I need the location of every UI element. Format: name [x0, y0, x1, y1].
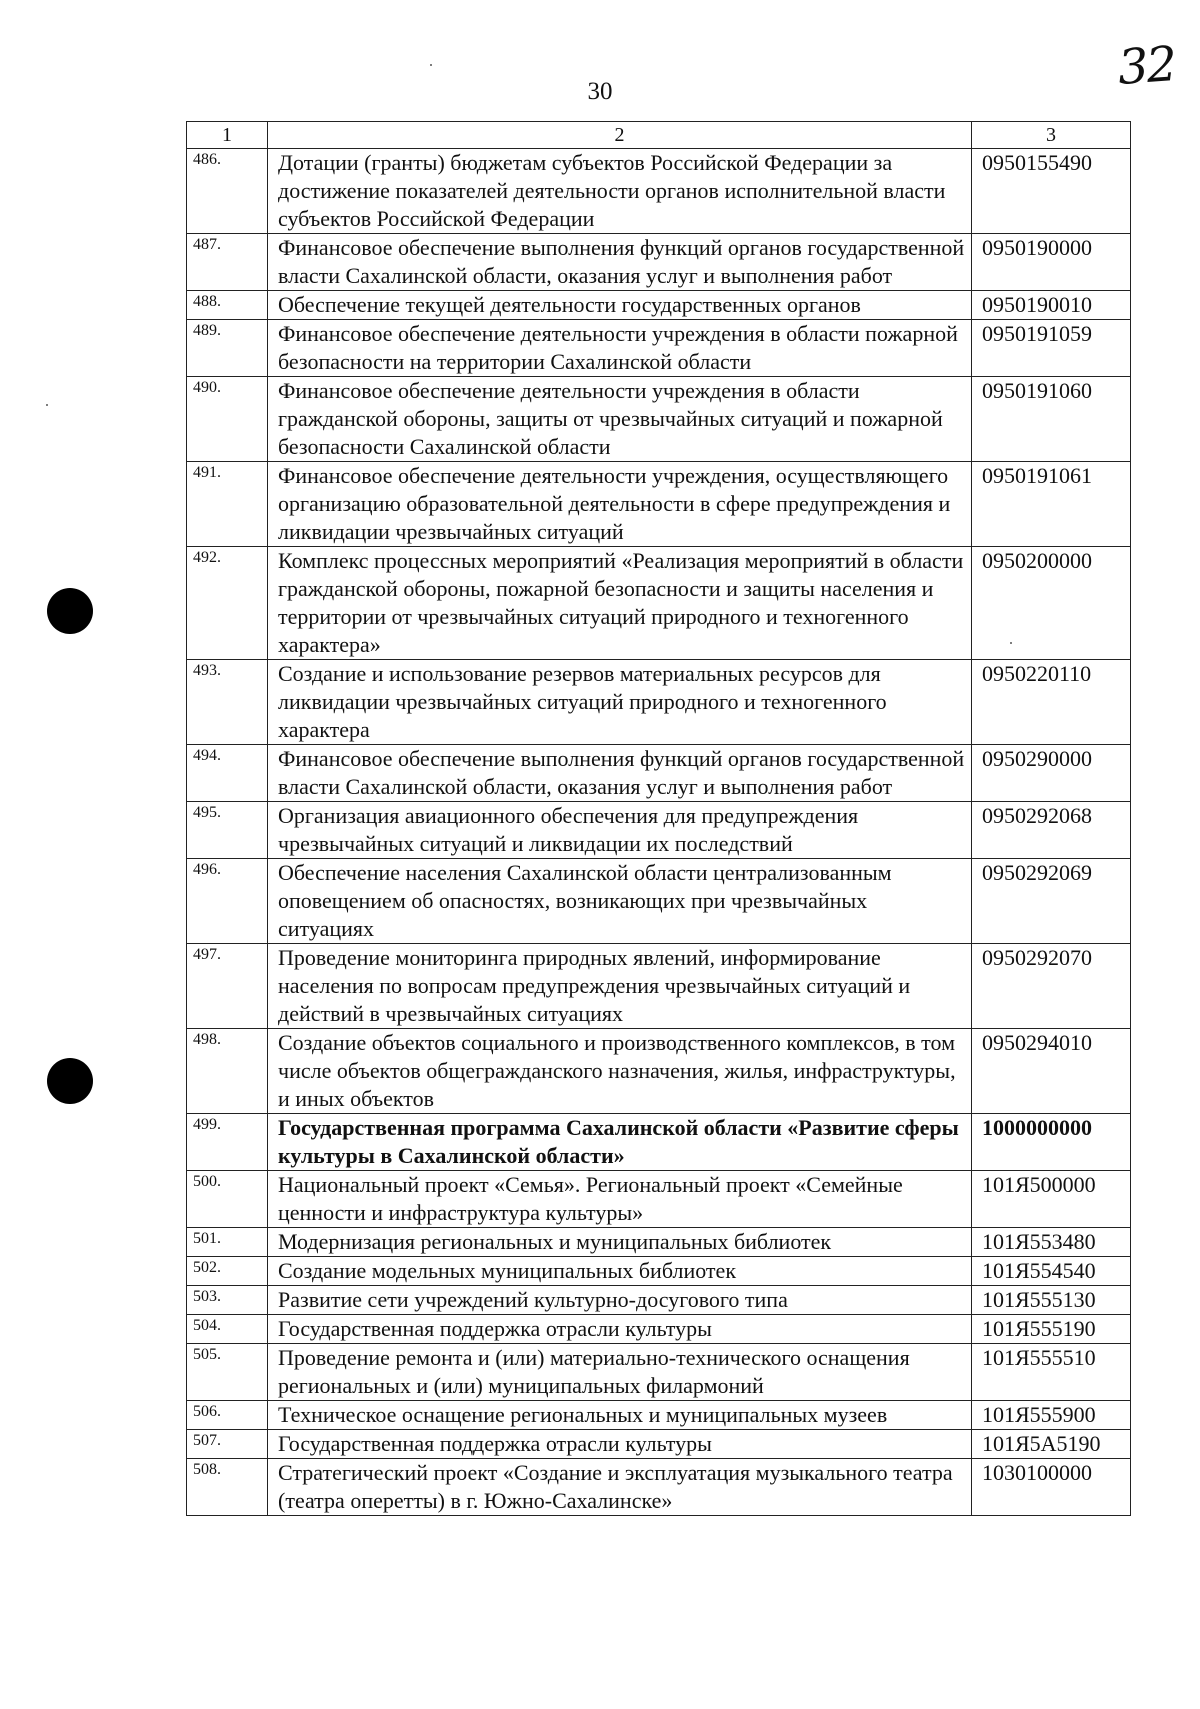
budget-code-table	[186, 121, 1131, 1516]
row-name: Государственная программа Сахалинской области «Развитие сферы культуры в Сахалинской области»	[268, 1114, 972, 1171]
row-code: 0950292070	[972, 944, 1131, 1029]
row-name: Национальный проект «Семья». Региональный проект «Семейные ценности и инфраструктура культуры»	[268, 1171, 972, 1228]
row-code: 101Я555130	[972, 1286, 1131, 1315]
row-name: Дотации (гранты) бюджетам субъектов Российской Федерации за достижение показателей деятельности органов исполнительной власти субъектов Российской Федерации	[268, 149, 972, 234]
row-name: Техническое оснащение региональных и муниципальных музеев	[268, 1401, 972, 1430]
table-row	[187, 1257, 1131, 1286]
row-name: Финансовое обеспечение деятельности учреждения в области пожарной безопасности на территории Сахалинской области	[268, 320, 972, 377]
row-code: 0950290000	[972, 745, 1131, 802]
row-number: 487.	[187, 234, 268, 291]
row-name: Развитие сети учреждений культурно-досугового типа	[268, 1286, 972, 1315]
row-number: 502.	[187, 1257, 268, 1286]
row-number: 501.	[187, 1228, 268, 1257]
row-code: 0950294010	[972, 1029, 1131, 1114]
row-name: Финансовое обеспечение выполнения функций органов государственной власти Сахалинской области, оказания услуг и выполнения работ	[268, 745, 972, 802]
page-number: 30	[587, 78, 613, 105]
row-number: 495.	[187, 802, 268, 859]
row-name: Обеспечение населения Сахалинской области централизованным оповещением об опасностях, возникающих при чрезвычайных ситуациях	[268, 859, 972, 944]
row-code: 0950155490	[972, 149, 1131, 234]
row-code: 101Я500000	[972, 1171, 1131, 1228]
row-code: 0950220110	[972, 660, 1131, 745]
row-name: Создание модельных муниципальных библиотек	[268, 1257, 972, 1286]
table-row	[187, 547, 1131, 660]
table-row	[187, 1029, 1131, 1114]
row-name: Модернизация региональных и муниципальных библиотек	[268, 1228, 972, 1257]
row-code: 0950191059	[972, 320, 1131, 377]
row-name: Финансовое обеспечение деятельности учреждения, осуществляющего организацию образовательной деятельности в сфере предупреждения и ликвидации чрезвычайных ситуаций	[268, 462, 972, 547]
table-row	[187, 377, 1131, 462]
row-name: Создание и использование резервов материальных ресурсов для ликвидации чрезвычайных ситуаций природного и техногенного характера	[268, 660, 972, 745]
row-number: 492.	[187, 547, 268, 660]
row-number: 496.	[187, 859, 268, 944]
table-row	[187, 1459, 1131, 1516]
row-number: 498.	[187, 1029, 268, 1114]
table-body	[187, 122, 1131, 1516]
row-number: 507.	[187, 1430, 268, 1459]
row-code: 0950191060	[972, 377, 1131, 462]
table-row	[187, 1228, 1131, 1257]
row-number: 503.	[187, 1286, 268, 1315]
table-row	[187, 802, 1131, 859]
row-name: Финансовое обеспечение выполнения функций органов государственной власти Сахалинской области, оказания услуг и выполнения работ	[268, 234, 972, 291]
handwritten-page-mark: 32	[1116, 36, 1177, 96]
table-row	[187, 462, 1131, 547]
column-header: 1	[187, 122, 268, 149]
table-row	[187, 291, 1131, 320]
scan-speck	[46, 404, 48, 406]
column-header: 3	[972, 122, 1131, 149]
table-row	[187, 1430, 1131, 1459]
row-name: Проведение мониторинга природных явлений, информирование населения по вопросам предупреждения чрезвычайных ситуаций и действий в чрезвычайных ситуациях	[268, 944, 972, 1029]
row-code: 1030100000	[972, 1459, 1131, 1516]
row-code: 0950292069	[972, 859, 1131, 944]
row-code: 0950190010	[972, 291, 1131, 320]
table-row	[187, 859, 1131, 944]
row-name: Финансовое обеспечение деятельности учреждения в области гражданской обороны, защиты от чрезвычайных ситуаций и пожарной безопасности Сахалинской области	[268, 377, 972, 462]
row-code: 101Я554540	[972, 1257, 1131, 1286]
row-number: 486.	[187, 149, 268, 234]
row-code: 101Я553480	[972, 1228, 1131, 1257]
table-row	[187, 149, 1131, 234]
row-name: Обеспечение текущей деятельности государственных органов	[268, 291, 972, 320]
row-number: 488.	[187, 291, 268, 320]
row-code: 1000000000	[972, 1114, 1131, 1171]
row-name: Комплекс процессных мероприятий «Реализация мероприятий в области гражданской обороны, пожарной безопасности и защиты населения и территории от чрезвычайных ситуаций природного и техногенного характера»	[268, 547, 972, 660]
table-row	[187, 234, 1131, 291]
table-row	[187, 745, 1131, 802]
row-number: 505.	[187, 1344, 268, 1401]
row-name: Организация авиационного обеспечения для предупреждения чрезвычайных ситуаций и ликвидации их последствий	[268, 802, 972, 859]
row-number: 504.	[187, 1315, 268, 1344]
row-code: 0950191061	[972, 462, 1131, 547]
row-number: 497.	[187, 944, 268, 1029]
row-code: 101Я555510	[972, 1344, 1131, 1401]
row-number: 494.	[187, 745, 268, 802]
row-number: 500.	[187, 1171, 268, 1228]
row-code: 0950190000	[972, 234, 1131, 291]
row-number: 489.	[187, 320, 268, 377]
table-row	[187, 1315, 1131, 1344]
table-row	[187, 1286, 1131, 1315]
row-name: Проведение ремонта и (или) материально-технического оснащения региональных и (или) муниципальных филармоний	[268, 1344, 972, 1401]
row-name: Создание объектов социального и производственного комплексов, в том числе объектов общегражданского назначения, жилья, инфраструктуры, и иных объектов	[268, 1029, 972, 1114]
row-code: 0950200000	[972, 547, 1131, 660]
row-code: 0950292068	[972, 802, 1131, 859]
row-name: Государственная поддержка отрасли культуры	[268, 1430, 972, 1459]
row-name: Государственная поддержка отрасли культуры	[268, 1315, 972, 1344]
row-code: 101Я555900	[972, 1401, 1131, 1430]
row-name: Стратегический проект «Создание и эксплуатация музыкального театра (театра оперетты) в г. Южно-Сахалинске»	[268, 1459, 972, 1516]
table-row	[187, 1171, 1131, 1228]
table-row	[187, 1401, 1131, 1430]
row-number: 491.	[187, 462, 268, 547]
table-row	[187, 320, 1131, 377]
scan-speck	[430, 64, 432, 66]
row-code: 101Я5А5190	[972, 1430, 1131, 1459]
table-header-row	[187, 122, 1131, 149]
row-number: 506.	[187, 1401, 268, 1430]
table-row	[187, 660, 1131, 745]
table-row	[187, 944, 1131, 1029]
punch-hole	[47, 588, 93, 634]
punch-hole	[47, 1058, 93, 1104]
row-number: 499.	[187, 1114, 268, 1171]
row-code: 101Я555190	[972, 1315, 1131, 1344]
column-header: 2	[268, 122, 972, 149]
table-row	[187, 1344, 1131, 1401]
row-number: 490.	[187, 377, 268, 462]
table-row	[187, 1114, 1131, 1171]
row-number: 508.	[187, 1459, 268, 1516]
row-number: 493.	[187, 660, 268, 745]
